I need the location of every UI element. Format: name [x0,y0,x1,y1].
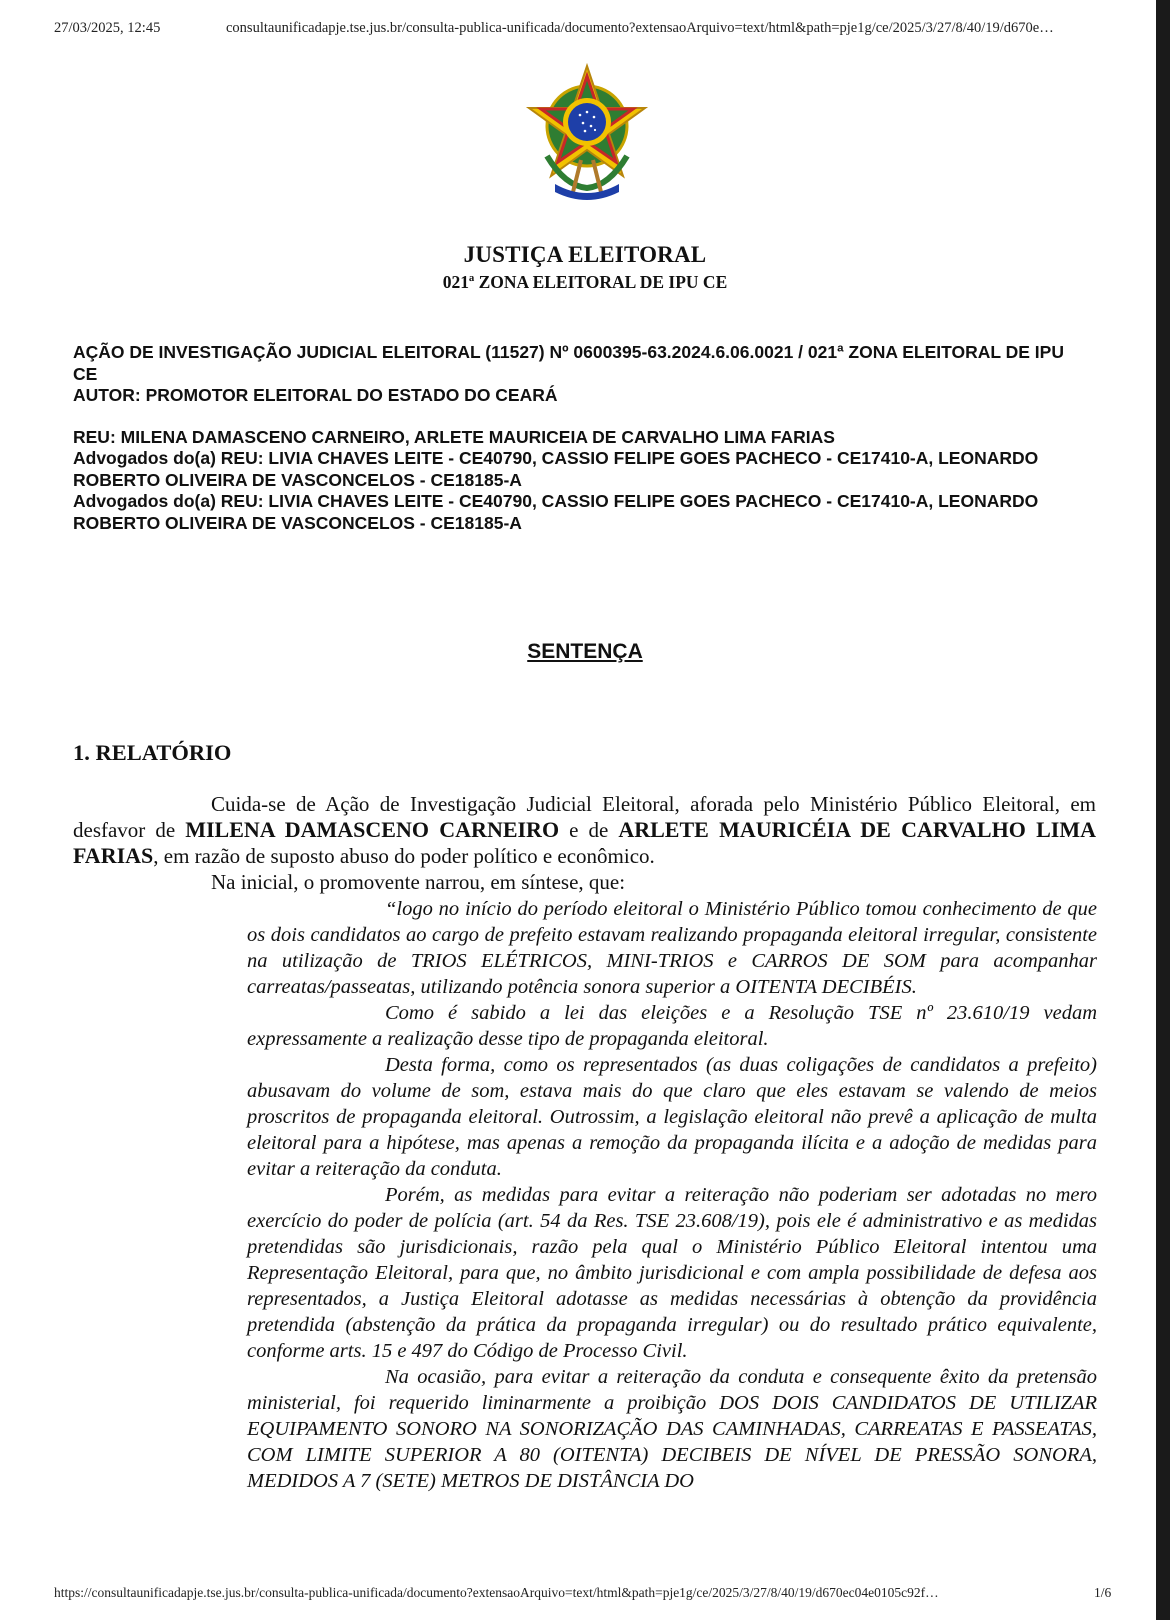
quote-paragraph: Como é sabido a lei das eleições e a Resolução TSE nº 23.610/19 vedam expressamente a realização desse tipo de propaganda eleitoral. [247,1002,1097,1050]
body-paragraph: Na inicial, o promovente narrou, em síntese, que: [211,870,626,894]
case-defendants: REU: MILENA DAMASCENO CARNEIRO, ARLETE MAURICEIA DE CARVALHO LIMA FARIAS [73,426,835,447]
section-heading: 1. RELATÓRIO [73,740,232,765]
quote-paragraph: Porém, as medidas para evitar a reiteração não poderiam ser adotadas no mero exercício do poder de polícia (art. 54 da Res. TSE 23.608/19), pois ele é administrativo e as medidas pretendidas são jurisdicionais, razão pela qual o Ministério Público Eleitoral intentou uma Representação Eleitoral, para que, no âmbito jurisdicional e com ampla possibilidade de defesa aos representados, a Justiça Eleitoral adotasse as medidas necessárias à obtenção da providência pretendida (abstenção da prática da propaganda irregular) ou do resultado prático equivalente, conforme arts. 15 e 497 do Código de Processo Civil. [247,1184,1097,1362]
quote-paragraph: Na ocasião, para evitar a reiteração da conduta e consequente êxito da pretensão ministerial, foi requerido liminarmente a proibição DOS DOIS CANDIDATOS DE UTILIZAR EQUIPAMENTO SONORO NA SONORIZAÇÃO DAS CAMINHADAS, CARREATAS E PASSEATAS, COM LIMITE SUPERIOR A 80 (OITENTA) DECIBEIS DE NÍVEL DE PRESSÃO SONORA, MEDIDOS A 7 (SETE) METROS DE DISTÂNCIA DO [247,1366,1097,1492]
print-datetime: 27/03/2025, 12:45 [54,20,161,36]
case-header [73,342,1083,534]
page-number: 1/6 [1094,1585,1112,1600]
court-zone: 021ª ZONA ELEITORAL DE IPU CE [442,272,728,292]
quote-paragraph: “logo no início do período eleitoral o Ministério Público tomou conhecimento de que os dois candidatos ao cargo de prefeito estavam realizando propaganda eleitoral irregular, consistente na utilização de TRIOS ELÉTRICOS, MINI-TRIOS e CARROS DE SOM para acompanhar carreatas/passeatas, utilizando potência sonora superior a OITENTA DECIBÉIS. [247,898,1097,998]
defendant-name-2: ARLETE MAURICÉIA DE CARVALHO LIMA FARIAS [73,817,1096,868]
document-title: SENTENÇA [527,640,643,663]
case-lawyers-2: Advogados do(a) REU: LIVIA CHAVES LEITE - CE40790, CASSIO FELIPE GOES PACHECO - CE17410-A, LEONARDO ROBERTO OLIVEIRA DE VASCONCELOS - CE18185-A [73,491,1039,533]
defendant-name-1: MILENA DAMASCENO CARNEIRO [185,817,560,842]
case-identifier: AÇÃO DE INVESTIGAÇÃO JUDICIAL ELEITORAL (11527) Nº 0600395-63.2024.6.06.0021 / 021ª ZONA ELEITORAL DE IPU CE [73,342,1064,384]
block-quote [247,896,1097,1494]
body-text [73,791,1096,895]
quote-paragraph: Desta forma, como os representados (as duas coligações de candidatos a prefeito) abusavam do volume de som, estava mais do que claro que eles estavam se valendo de meios proscritos de propaganda eleitoral. Outrossim, a legislação eleitoral não prevê a aplicação de multa eleitoral para a hipótese, mas apenas a remoção da propaganda ilícita e a adoção de medidas para evitar a reiteração da conduta. [247,1054,1097,1180]
body-paragraph: Cuida-se de Ação de Investigação Judicial Eleitoral, aforada pelo Ministério Público Eleitoral, em desfavor de MILENA DAMASCENO CARNEIRO e de ARLETE MAURICÉIA DE CARVALHO LIMA FARIAS, em razão de suposto abuso do poder político e econômico. [73,792,1096,868]
print-header-url: consultaunificadapje.tse.jus.br/consulta-publica-unificada/documento?extensaoArquivo=text/html&path=pje1g/ce/2025/3/27/8/40/19/d670e… [226,20,1054,36]
print-footer-url: https://consultaunificadapje.tse.jus.br/consulta-publica-unificada/documento?extensaoArquivo=text/html&path=pje1g/ce/2025/3/27/8/40/19/d670ec04e0105c92f… [54,1585,939,1600]
court-name: JUSTIÇA ELEITORAL [463,242,707,267]
brazil-coat-of-arms-icon [525,60,649,204]
case-lawyers-1: Advogados do(a) REU: LIVIA CHAVES LEITE - CE40790, CASSIO FELIPE GOES PACHECO - CE17410-A, LEONARDO ROBERTO OLIVEIRA DE VASCONCELOS - CE18185-A [73,448,1039,490]
case-author: AUTOR: PROMOTOR ELEITORAL DO ESTADO DO CEARÁ [73,385,558,405]
